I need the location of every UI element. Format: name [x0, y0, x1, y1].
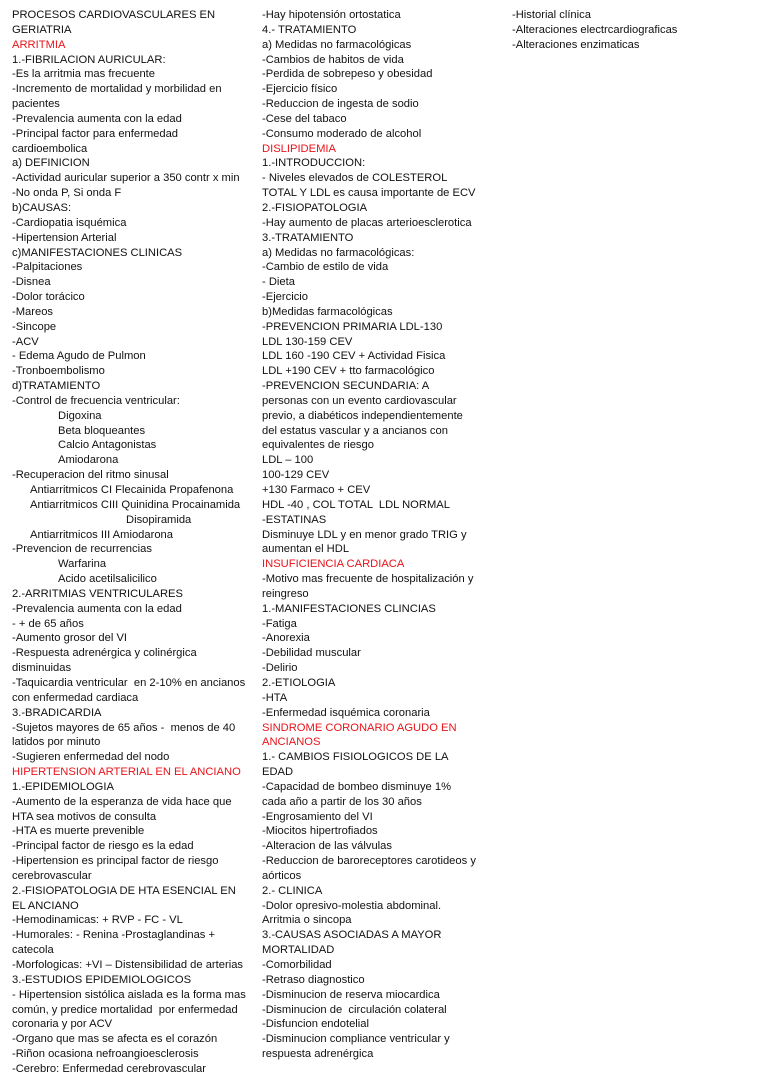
text-line: -Fatiga [262, 617, 297, 630]
text-line: -Cerebro: Enfermedad cerebrovascular [12, 1062, 207, 1075]
text-line: -Riñon ocasiona nefroangioesclerosis [12, 1048, 199, 1061]
text-line: -Anorexia [262, 632, 310, 645]
section-heading: INSUFICIENCIA CARDIACA [262, 558, 405, 571]
text-line: -Sincope [12, 320, 57, 333]
text-column-2 [262, 8, 480, 1062]
text-line: -HTA [262, 691, 288, 704]
text-line: -Sujetos mayores de 65 años - menos de 40 latidos por minuto [12, 721, 239, 749]
text-line: +130 Farmaco + CEV [262, 484, 371, 496]
text-line: 4.- TRATAMIENTO [262, 23, 357, 36]
text-line: b)Medidas farmacológicas [262, 305, 393, 318]
text-line: -Cese del tabaco [262, 112, 347, 125]
text-line: -Perdida de sobrepeso y obesidad [262, 68, 433, 81]
text-line: -Disminucion compliance ventricular y respuesta adrenérgica [262, 1033, 453, 1061]
text-line: -No onda P, Si onda F [12, 187, 122, 200]
text-line: -ESTATINAS [262, 513, 327, 526]
text-line: -Retraso diagnostico [262, 973, 365, 986]
text-line: -Prevalencia aumenta con la edad [12, 602, 182, 615]
text-line: -Reduccion de ingesta de sodio [262, 98, 419, 111]
text-line: -Recuperacion del ritmo sinusal [12, 469, 169, 482]
text-line: -Ejercicio [262, 291, 309, 304]
text-line: -Dolor opresivo-molestia abdominal. Arritmia o sincopa [262, 899, 444, 927]
text-line: 2.-FISIOPATOLOGIA DE HTA ESENCIAL EN EL ANCIANO [12, 884, 239, 912]
text-line: - Edema Agudo de Pulmon [12, 350, 146, 363]
text-line: - + de 65 años [12, 617, 84, 630]
text-line: 2.- CLINICA [262, 884, 323, 897]
text-line: -Respuesta adrenérgica y colinérgica disminuidas [12, 647, 200, 675]
text-line: -Disnea [12, 276, 51, 289]
text-line: Calcio Antagonistas [58, 439, 157, 452]
text-line: -Comorbilidad [262, 959, 332, 971]
text-line: -Prevencion de recurrencias [12, 543, 152, 556]
text-line: -Motivo mas frecuente de hospitalización y reingreso [262, 573, 477, 600]
text-line: -Cambio de estilo de vida [262, 261, 389, 274]
text-line: -Tronboembolismo [12, 365, 105, 378]
text-line: - Dieta [262, 276, 295, 289]
section-heading: SINDROME CORONARIO AGUDO EN ANCIANOS [262, 721, 460, 749]
text-line: b)CAUSAS: [12, 201, 72, 214]
section-heading: DISLIPIDEMIA [262, 142, 336, 155]
text-line: Digoxina [58, 409, 102, 422]
text-line: Antiarritmicos III Amiodarona [30, 528, 174, 541]
text-line: 2.-ETIOLOGIA [262, 676, 336, 689]
text-line: -Hemodinamicas: + RVP - FC - VL [12, 914, 183, 927]
text-line: -Enfermedad isquémica coronaria [262, 706, 430, 719]
text-line: -Reduccion de baroreceptores carotideos y aórticos [262, 855, 480, 882]
text-line: -Hipertension Arterial [12, 231, 117, 244]
text-line: -Delirio [262, 662, 298, 675]
text-line: 1.- CAMBIOS FISIOLOGICOS DE LA EDAD [262, 751, 451, 779]
text-line: -Alteraciones electrcardiograficas [512, 23, 678, 36]
text-line: - Niveles elevados de COLESTEROL TOTAL Y LDL es causa importante de ECV [262, 172, 476, 200]
text-line: -Engrosamiento del VI [262, 810, 373, 823]
text-line: LDL – 100 [262, 454, 314, 467]
text-line: -Cambios de habitos de vida [262, 53, 404, 66]
text-line: Antiarritmicos CIII Quinidina Procainamida [30, 498, 241, 511]
text-line: -Principal factor para enfermedad cardioembolica [12, 127, 182, 155]
text-line: -Ejercicio físico [262, 83, 338, 96]
text-line: LDL +190 CEV + tto farmacológico [262, 365, 435, 378]
text-line: HDL -40 , COL TOTAL LDL NORMAL [262, 498, 450, 511]
text-line: -Es la arritmia mas frecuente [12, 68, 155, 81]
text-line: a) DEFINICION [12, 157, 90, 170]
text-line: 1.-EPIDEMIOLOGIA [12, 780, 114, 793]
text-line: -Taquicardia ventricular en 2-10% en ancianos con enfermedad cardiaca [12, 676, 249, 704]
text-line: -Historial clínica [512, 9, 591, 21]
text-line: -Alteracion de las válvulas [262, 840, 392, 853]
text-line: LDL 160 -190 CEV + Actividad Fisica [262, 350, 446, 363]
text-line: -Debilidad muscular [262, 647, 361, 660]
text-line: -Prevalencia aumenta con la edad [12, 112, 182, 125]
text-line: Acido acetilsalicilico [58, 573, 157, 586]
text-line: PROCESOS CARDIOVASCULARES EN GERIATRIA [12, 9, 219, 36]
text-line: 2.-FISIOPATOLOGIA [262, 201, 368, 214]
text-line: Antiarritmicos CI Flecainida Propafenona [30, 484, 234, 496]
text-line: Beta bloqueantes [58, 424, 146, 437]
text-line: Disopiramida [126, 513, 192, 526]
text-line: -Incremento de mortalidad y morbilidad en pacientes [12, 83, 225, 111]
text-line: - Hipertension sistólica aislada es la forma mas común, y predice mortalidad por enfermedad coronaria y por ACV [12, 988, 249, 1031]
text-line: -Miocitos hipertrofiados [262, 825, 378, 838]
text-line: Amiodarona [58, 454, 119, 467]
text-line: -Disminucion de circulación colateral [262, 1003, 447, 1016]
text-line: -Actividad auricular superior a 350 contr x min [12, 172, 240, 185]
text-line: 3.-TRATAMIENTO [262, 231, 354, 244]
text-line: 100-129 CEV [262, 469, 330, 482]
text-line: -Dolor torácico [12, 291, 85, 304]
text-line: -Aumento de la esperanza de vida hace que HTA sea motivos de consulta [12, 795, 235, 823]
section-heading: ARRITMIA [12, 38, 66, 51]
text-line: -PREVENCION PRIMARIA LDL-130 [262, 320, 443, 333]
text-line: 3.-ESTUDIOS EPIDEMIOLOGICOS [12, 973, 192, 986]
text-line: 1.-INTRODUCCION: [262, 157, 366, 170]
text-line: c)MANIFESTACIONES CLINICAS [12, 246, 183, 259]
text-line: 2.-ARRITMIAS VENTRICULARES [12, 587, 183, 600]
text-line: -Aumento grosor del VI [12, 632, 128, 645]
text-column-1 [12, 8, 252, 1077]
text-line: LDL 130-159 CEV [262, 335, 353, 348]
text-line: -Humorales: - Renina -Prostaglandinas + catecola [12, 929, 219, 957]
text-line: -Palpitaciones [12, 261, 83, 274]
text-line: -Organo que mas se afecta es el corazón [12, 1033, 218, 1046]
text-line: -Capacidad de bombeo disminuye 1% cada año a partir de los 30 años [262, 780, 455, 808]
text-line: -Disminucion de reserva miocardica [262, 988, 440, 1001]
text-line: -ACV [12, 335, 39, 348]
text-line: -Hipertension es principal factor de riesgo cerebrovascular [12, 855, 222, 882]
text-line: a) Medidas no farmacológicas [262, 38, 412, 51]
text-line: 3.-BRADICARDIA [12, 706, 102, 719]
text-line: a) Medidas no farmacológicas: [262, 246, 415, 259]
text-line: 1.-FIBRILACION AURICULAR: [12, 53, 166, 66]
text-line: -Mareos [12, 305, 54, 318]
text-line: -PREVENCION SECUNDARIA: A personas con un evento cardiovascular previo, a diabéticos independientemente del estatus vascular y a ancianos con equivalentes de riesgo [262, 380, 467, 452]
text-line: -Morfologicas: +VI – Distensibilidad de arterias [12, 959, 244, 971]
section-heading: HIPERTENSION ARTERIAL EN EL ANCIANO [12, 766, 241, 779]
text-line: -Hay aumento de placas arterioesclerotica [262, 216, 472, 229]
text-line: -Alteraciones enzimaticas [512, 38, 640, 51]
text-line: 1.-MANIFESTACIONES CLINCIAS [262, 602, 436, 615]
text-line: Disminuye LDL y en menor grado TRIG y aumentan el HDL [262, 528, 470, 556]
text-line: -Cardiopatia isquémica [12, 216, 127, 229]
text-line: -Consumo moderado de alcohol [262, 127, 422, 140]
text-line: -Control de frecuencia ventricular: [12, 394, 180, 407]
text-line: -Hay hipotensión ortostatica [262, 9, 401, 21]
text-line: -Principal factor de riesgo es la edad [12, 840, 194, 853]
text-line: -Sugieren enfermedad del nodo [12, 751, 170, 764]
text-line: Warfarina [58, 558, 107, 571]
text-line: -Disfuncion endotelial [262, 1018, 369, 1031]
text-line: d)TRATAMIENTO [12, 380, 101, 393]
text-line: 3.-CAUSAS ASOCIADAS A MAYOR MORTALIDAD [262, 929, 445, 957]
text-column-3 [512, 8, 752, 53]
text-line: -HTA es muerte prevenible [12, 825, 145, 838]
